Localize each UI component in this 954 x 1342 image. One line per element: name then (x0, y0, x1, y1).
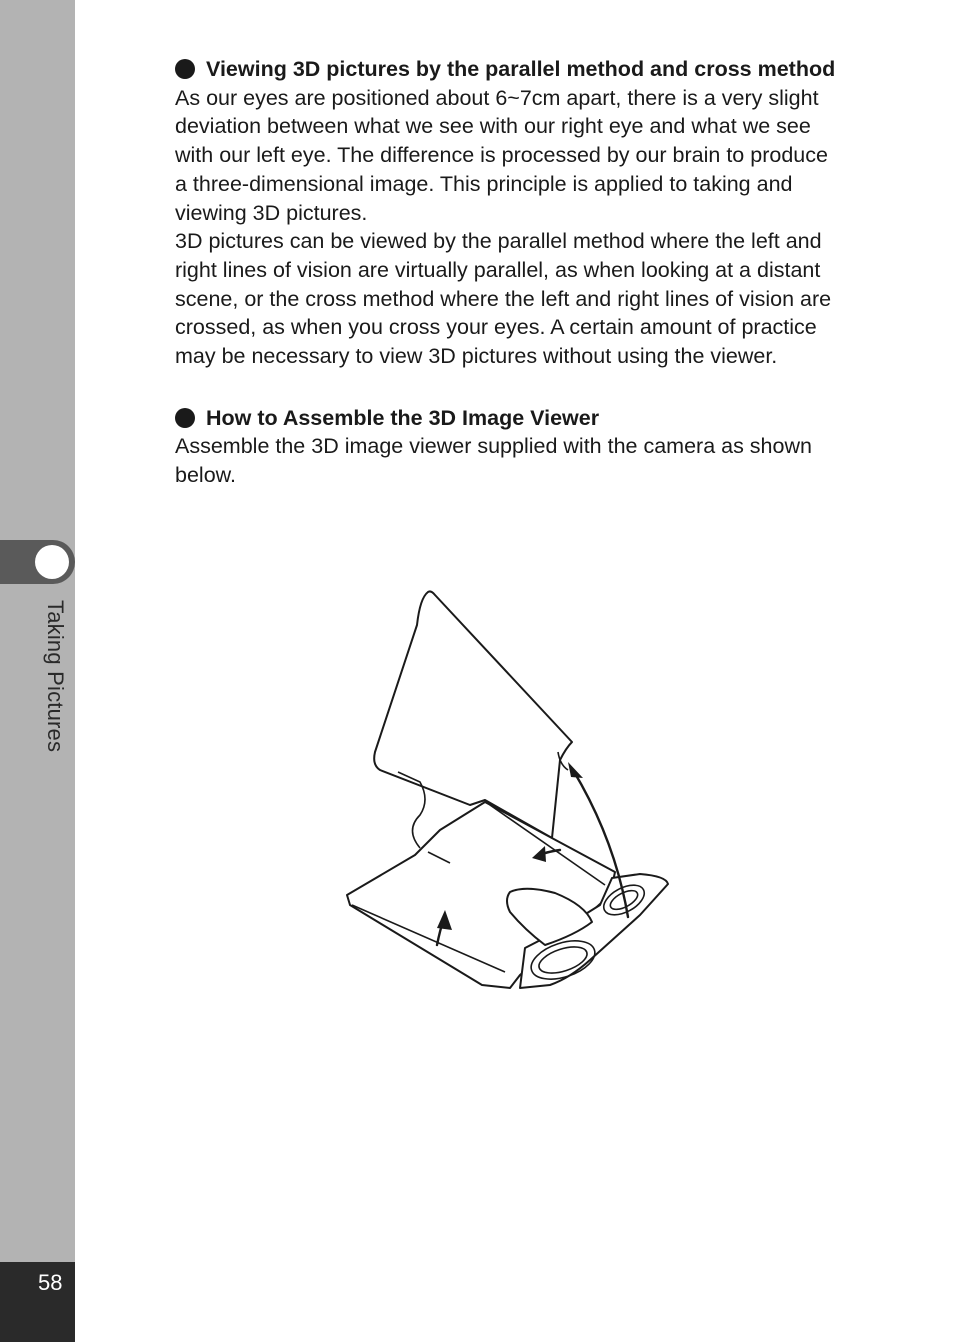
heading-text: How to Assemble the 3D Image Viewer (206, 405, 600, 430)
chapter-tab-circle (35, 545, 69, 579)
bullet-icon (175, 59, 195, 79)
paragraph-methods: 3D pictures can be viewed by the parallel method where the left and right lines of vision are virtually parallel, as when looking at a distant scene, or the cross method where the left and right lines of vision are crossed, as when you cross your eyes. A certain amount of practice may be necessary to view 3D pictures without using the viewer. (175, 229, 832, 369)
section-label: Taking Pictures (43, 600, 68, 753)
back-panel (374, 591, 572, 838)
page-number: 58 (38, 1270, 63, 1295)
paragraph-assemble: Assemble the 3D image viewer supplied with the camera as shown below. (175, 434, 812, 488)
viewer-assembly-illustration (340, 585, 680, 1005)
section-heading-viewing (175, 55, 845, 84)
main-content (175, 55, 845, 490)
bullet-icon (175, 408, 195, 428)
heading-text: Viewing 3D pictures by the parallel method and cross method (206, 57, 836, 81)
section-heading-assemble (175, 404, 845, 433)
paragraph-eyes: As our eyes are positioned about 6~7cm apart, there is a very slight deviation between what we see with our right eye and what we see with our left eye. The difference is processed by our brain to produce a three-dimensional image. This principle is applied to taking and viewing 3D pictures. (175, 85, 828, 225)
